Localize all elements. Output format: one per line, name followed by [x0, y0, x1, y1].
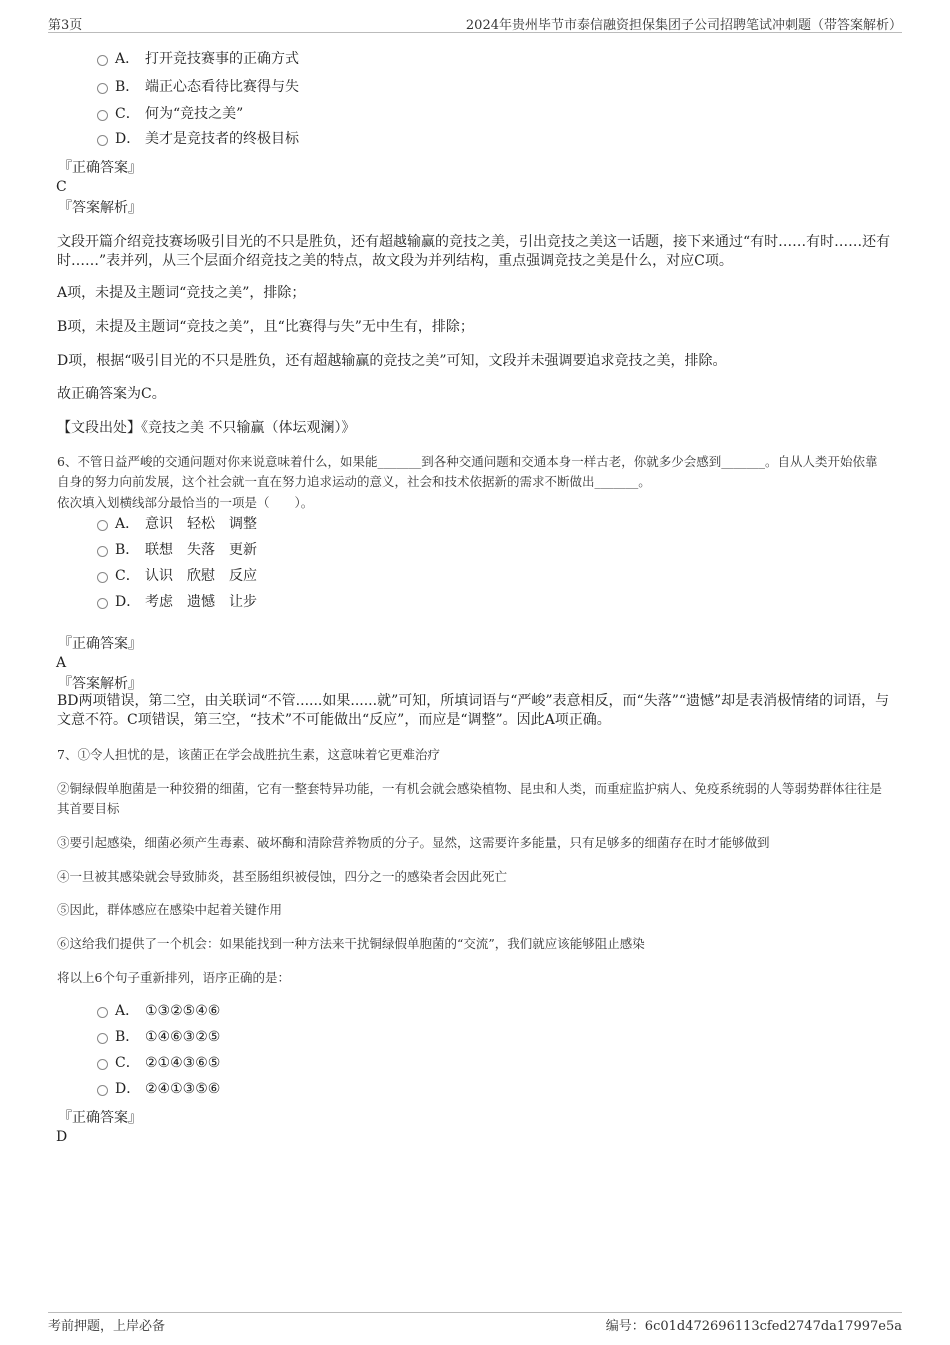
radio-icon[interactable] — [97, 135, 108, 146]
q5-analysis-d: D项，根据“吸引目光的不只是胜负，还有超越输赢的竞技之美”可知，文段并未强调要追求竞技之美，排除。 — [57, 353, 727, 369]
radio-icon[interactable] — [97, 1007, 108, 1018]
radio-icon[interactable] — [97, 1033, 108, 1044]
q6-stem: 6、不管日益严峻的交通问题对你来说意味着什么，如果能_______到各种交通问题和交通本身一样古老，你就多少会感到_______。自从人类开始依靠自身的努力向前发展，这个社会就一直在努力追求运动的意义，社会和技术依据新的需求不断做出_______。 — [57, 454, 878, 489]
q5-analysis-b: B项，未提及主题词“竞技之美”，且“比赛得与失”无中生有，排除； — [57, 319, 474, 335]
radio-icon[interactable] — [97, 598, 108, 609]
footer-code-label: 编号： — [605, 1319, 645, 1334]
page-header — [48, 8, 902, 33]
q5-answer: C — [56, 179, 67, 195]
radio-icon[interactable] — [97, 110, 108, 121]
q7-sentence-1: 7、①令人担忧的是，该菌正在学会战胜抗生素，这意味着它更难治疗 — [57, 747, 440, 762]
q7-sentence-6: ⑥这给我们提供了一个机会：如果能找到一种方法来干扰铜绿假单胞菌的“交流”，我们就应该能够阻止感染 — [57, 936, 645, 951]
radio-icon[interactable] — [97, 520, 108, 531]
q7-sentence-5: ⑤因此，群体感应在感染中起着关键作用 — [57, 902, 283, 917]
q5-analysis-para: 文段开篇介绍竞技赛场吸引目光的不只是胜负，还有超越输赢的竞技之美，引出竞技之美这一话题，接下来通过“有时……有时……还有时……”表并列，从三个层面介绍竞技之美的特点，故文段为并列结构，重点强调竞技之美是什么，对应C项。 — [57, 234, 891, 269]
radio-icon[interactable] — [97, 83, 108, 94]
q7-prompt: 将以上6个句子重新排列，语序正确的是： — [57, 970, 290, 985]
q6-prompt: 依次填入划横线部分最恰当的一项是（ ）。 — [57, 495, 314, 510]
q7-sentence-2: ②铜绿假单胞菌是一种狡猾的细菌，它有一整套特异功能，一有机会就会感染植物、昆虫和人类，而重症监护病人、免疫系统弱的人等弱势群体往往是其首要目标 — [57, 781, 883, 816]
radio-icon[interactable] — [97, 546, 108, 557]
q7-sentence-4: ④一旦被其感染就会导致肺炎，甚至肠组织被侵蚀，四分之一的感染者会因此死亡 — [57, 869, 508, 884]
q6-answer-label: 『正确答案』 — [58, 636, 142, 652]
q7-option-c[interactable]: C． ②①④③⑥⑤ — [97, 1053, 220, 1073]
footer-code-value: 6c01d472696113cfed2747da17997e5a — [644, 1319, 902, 1334]
radio-icon[interactable] — [97, 572, 108, 583]
q6-option-c[interactable]: C． 认识 欣慰 反应 — [97, 566, 271, 586]
q6-answer: A — [56, 655, 67, 671]
radio-icon[interactable] — [97, 55, 108, 66]
q6-analysis: BD两项错误，第二空，由关联词“不管......如果......就”可知，所填词语与“严峻”表意相反，而“失落”“遗憾”却是表消极情绪的词语，与文意不符。C项错误，第三空，“技术”不可能做出“反应”，而应是“调整”。因此A项正确。 — [57, 693, 890, 728]
q5-answer-label: 『正确答案』 — [58, 160, 142, 176]
q5-source: 【文段出处】《竞技之美 不只输赢（体坛观澜）》 — [57, 420, 356, 436]
q6-analysis-label: 『答案解析』 — [58, 676, 142, 692]
page-number: 第3页 — [48, 18, 83, 33]
page-footer — [48, 1312, 902, 1341]
q7-option-a[interactable]: A． ①③②⑤④⑥ — [97, 1001, 220, 1021]
q6-option-a[interactable]: A． 意识 轻松 调整 — [97, 514, 271, 534]
q5-analysis-a: A项，未提及主题词“竞技之美”，排除； — [57, 285, 306, 301]
q7-option-d[interactable]: D． ②④①③⑤⑥ — [97, 1079, 220, 1099]
q5-option-c[interactable]: C． 何为“竞技之美” — [97, 104, 243, 124]
document-title: 2024年贵州毕节市泰信融资担保集团子公司招聘笔试冲刺题（带答案解析） — [465, 18, 902, 33]
q6-option-d[interactable]: D． 考虑 遗憾 让步 — [97, 592, 271, 612]
q5-analysis-label: 『答案解析』 — [58, 200, 142, 216]
q5-option-d[interactable]: D． 美才是竞技者的终极目标 — [97, 129, 299, 149]
footer-code — [606, 1315, 902, 1334]
q7-sentence-3: ③要引起感染，细菌必须产生毒素、破坏酶和清除营养物质的分子。显然，这需要许多能量，只有足够多的细菌存在时才能够做到 — [57, 835, 770, 850]
q5-conclusion: 故正确答案为C。 — [57, 386, 166, 402]
q7-answer-label: 『正确答案』 — [58, 1110, 142, 1126]
radio-icon[interactable] — [97, 1085, 108, 1096]
footer-slogan: 考前押题，上岸必备 — [48, 1319, 166, 1334]
q6-option-b[interactable]: B． 联想 失落 更新 — [97, 540, 271, 560]
q5-option-a[interactable]: A． 打开竞技赛事的正确方式 — [97, 49, 299, 69]
q7-option-b[interactable]: B． ①④⑥③②⑤ — [97, 1027, 220, 1047]
q7-answer: D — [56, 1129, 68, 1145]
q5-option-b[interactable]: B． 端正心态看待比赛得与失 — [97, 77, 299, 97]
radio-icon[interactable] — [97, 1059, 108, 1070]
